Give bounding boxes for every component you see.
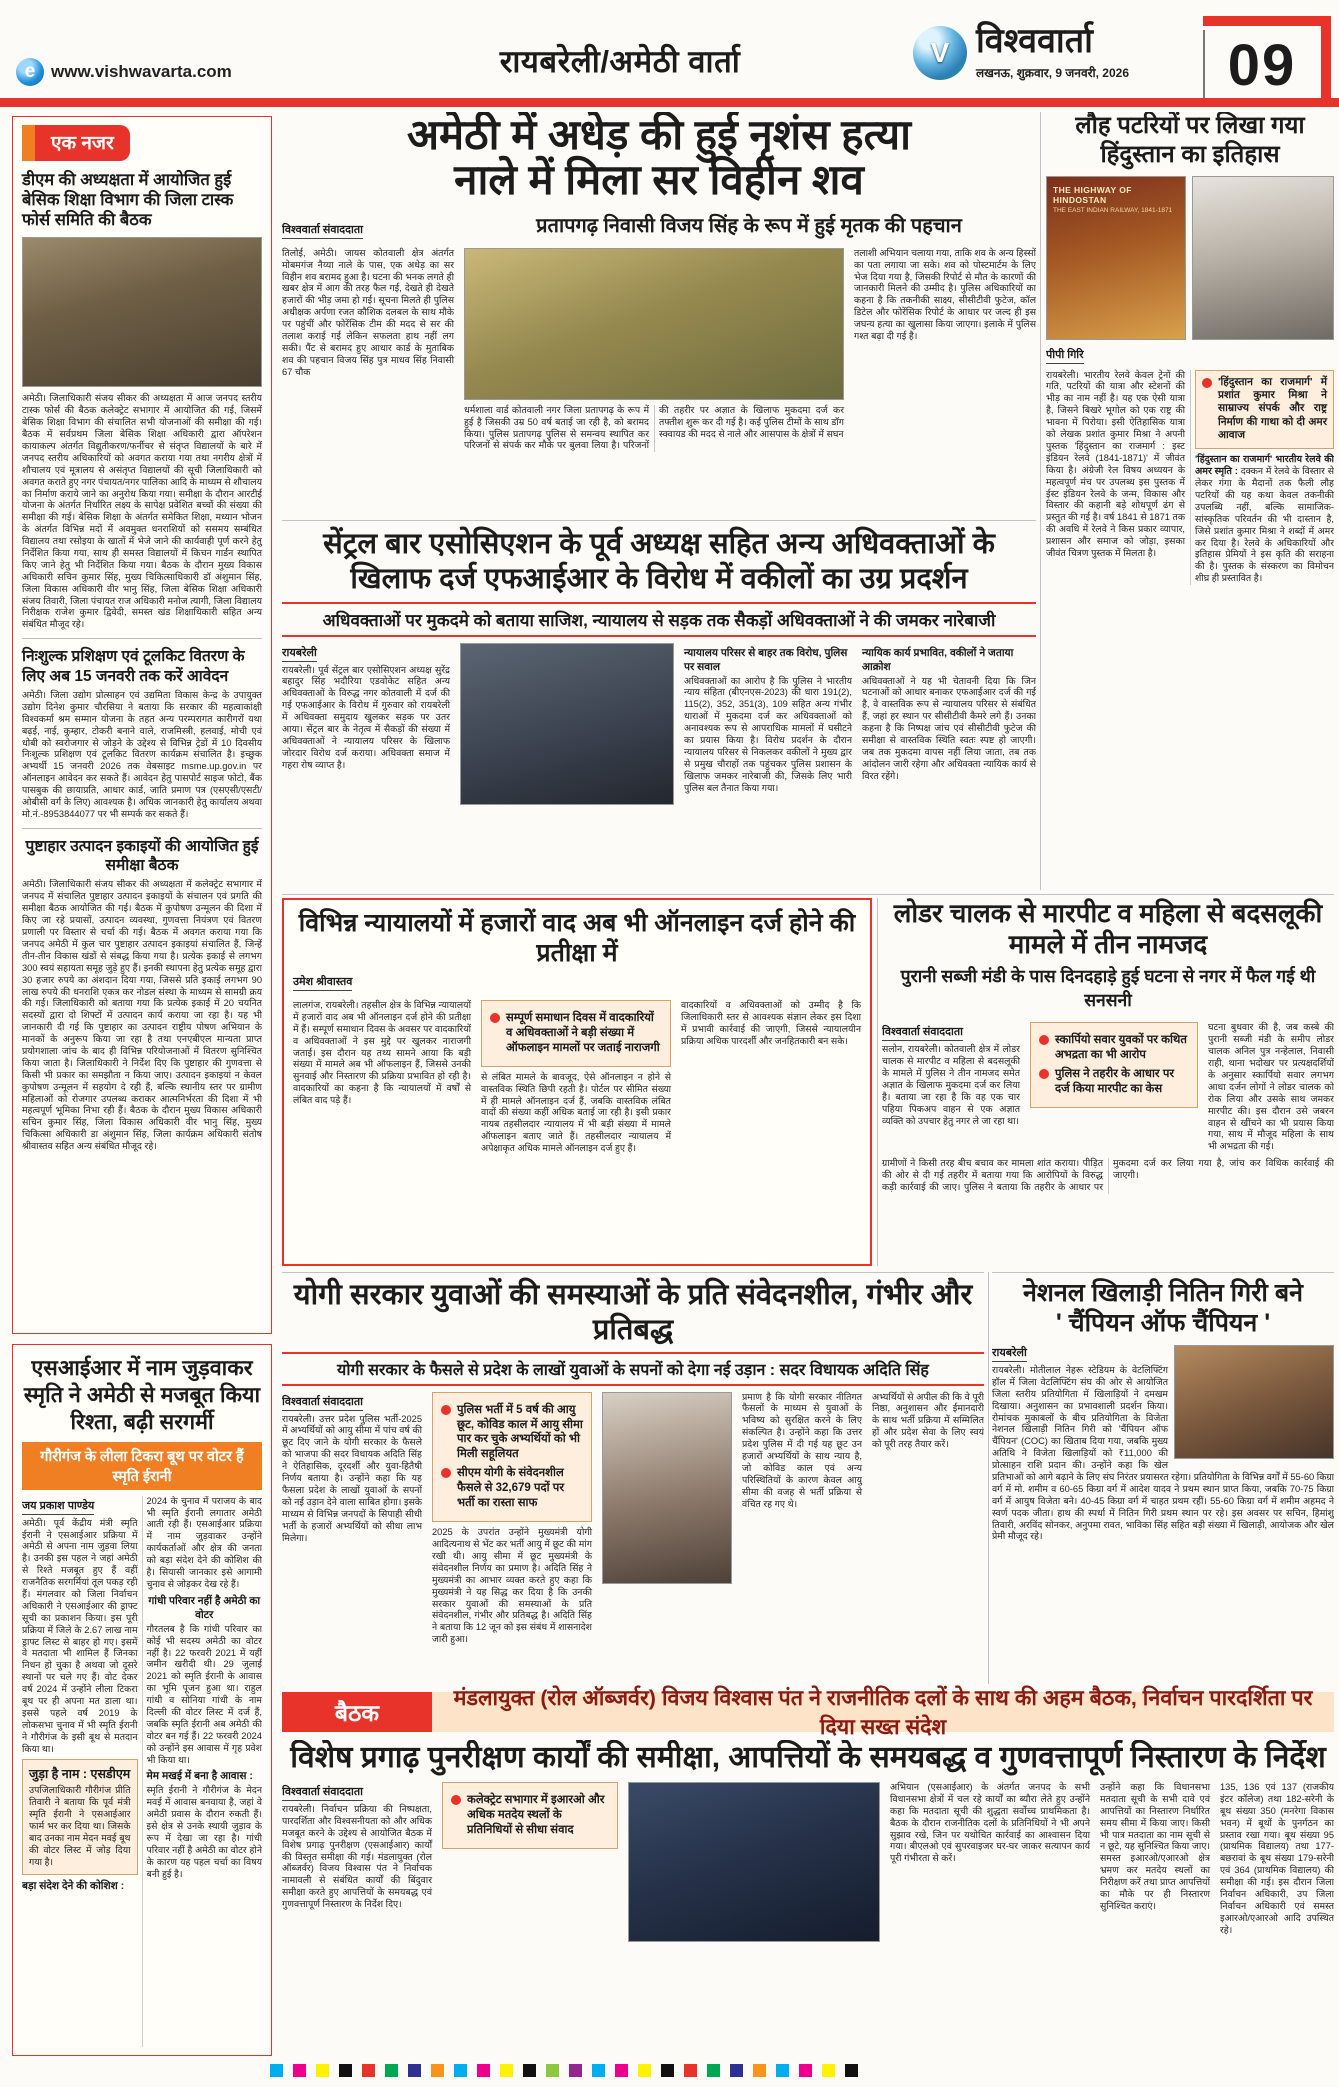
story-body: स्मृति ईरानी ने गौरीगंज के मेदन मवई में आवास बनवाया है, जहां वे अमेठी प्रवास के दौरान रुकती हैं। इसे क्षेत्र से उनके स्थायी जुड़ाव के रूप में देखा जा रहा है। गांधी परिवार नहीं है अमेठी का वोटर होने के कारण यह पहल चर्चा का विषय बनी हुई है। — [146, 1785, 262, 1879]
color-square-icon — [546, 2064, 559, 2077]
story-body: तिलोई, अमेठी। जायस कोतवाली क्षेत्र अंतर्गत मोबमगंज नैय्या नाले के पास, एक अधेड़ का सर विहीन शव बरामद हुआ है। घटना की भनक लगते ही खबर क्षेत्र में आग की तरह फैल गई, देखते ही देखते हजारों की भीड़ जमा हो गई। सूचना मिलते ही पुलिस अधीक्षक अर्पणा रजत कौशिक दलबल के साथ मौके पर पहुंचीं और फोरेंसिक टीम की मदद से सर की तलाश कराई गई लेकिन सफलता हाथ नहीं लग सकी। पैंट से बरामद हुए आधार कार्ड के मुताबिक शव की पहचान विजय सिंह पुत्र माधव सिंह निवासी 67 चौक — [282, 247, 454, 377]
column-divider — [877, 898, 878, 1266]
railway-book-story — [1046, 112, 1334, 890]
accent-bar — [0, 98, 1339, 107]
story-headline: योगी सरकार युवाओं की समस्याओं के प्रति संवेदनशील, गंभीर और प्रतिबद्ध — [293, 1279, 973, 1346]
byline: विश्ववार्ता संवाददाता — [282, 222, 363, 239]
story-headline: हिंदुस्तान का इतिहास — [1100, 140, 1280, 168]
color-square-icon — [615, 2064, 628, 2077]
story-body: अमेठी। जिलाधिकारी संजय सीकर की अध्यक्षता में आज जनपद स्तरीय टास्क फोर्स की बैठक कलेक्ट्रेट सभागार में आयोजित की गई, जिसमें बेसिक शिक्षा विभाग की संचालित सभी योजनाओं की समीक्षा की गई। बैठक में सर्वप्रथम जिला बेसिक शिक्षा अधिकारी द्वारा ऑपरेशन कायाकल्प अंतर्गत विद्युतीकरण/फर्नीचर से संतृप्त विद्यालयों के बारे में जनपद स्तरीय अधिकारियों को अवगत कराया गया तथा नगरीय क्षेत्रों में शौचालय एवं मूत्रालय से असंतृप्त विद्यालयों की सूची जिलाधिकारी को अवगत कराते हुए नगर पंचायत/नगर पालिका आदि के माध्यम से शौचालय का निर्माण कराये जाने का अनुरोध किया गया। समीक्षा के दौरान आरटीई योजना के अंतर्गत निर्धारित लक्ष्य के सापेक्ष प्रवेशित बच्चों की संख्या की समीक्षा की गई। बेसिक शिक्षा के अंतर्गत समेकित शिक्षा, मध्यान भोजन के अंतर्गत विभिन्न मदों में अवमुक्त धनराशियों को ससमय सम्बंधित विद्यालय तथा रसोइया के खातों में भेजे जाने की कार्यवाही पूर्ण करने हेतु निर्देशित किया गया, साथ ही समस्त विद्यालयों में किचन गार्डन स्थापित किए जाने हेतु भी निर्देशित किया गया। बैठक के दौरान मुख्य विकास अधिकारी सचिन कुमार सिंह, मुख्य चिकित्साधिकारी डॉ अंशुमान सिंह, जिला विकास अधिकारी वीर भानु सिंह, जिला बेसिक शिक्षा अधिकारी संजय तिवारी, जिला पंचायत राज अधिकारी मनोज त्यागी, जिला विद्यालय निरीक्षक राजेश कुमार द्विवेदी, समस्त खंड शिक्षाधिकारी सहित अन्य संबंधित मौजूद रहे। — [22, 393, 262, 630]
story-strap: गौरीगंज के लीला टिकरा बूथ पर वोटर हैं स्मृति ईरानी — [22, 1442, 262, 1490]
pull-quote-box — [1195, 370, 1334, 449]
byline: रायबरेली — [282, 645, 317, 662]
bullet-icon — [1202, 378, 1212, 388]
story-subhead: मेम मखई में बना है आवास : — [146, 1770, 253, 1783]
story-body — [1046, 370, 1334, 586]
author-portrait-photo — [1192, 176, 1334, 340]
story-headline: लोडर चालक से मारपीट व महिला से बदसलूकी मामले में तीन नामजद — [893, 898, 1323, 960]
story-body: अमेठी। जिला उद्योग प्रोत्साहन एवं उद्यमिता विकास केन्द्र के उपायुक्त उद्योग दिनेश कुमार चौरसिया ने बताया कि सरकार की महत्वाकांक्षी विश्वकर्मा श्रम सम्मान योजना के तहत अन्य परम्परागत कारीगरों यथा बढ़ई, नाई, कुम्हार, टोकरी बनाने वाले, राजमिस्त्री, हलवाई, मोची एवं धोबी को स्वरोजगार से जोड़ने के उद्देश्य से विभिन्न ट्रेडों में 10 दिवसीय निःशुल्क प्रशिक्षण एवं टूलकिट वितरण कार्यक्रम संचालित है। इच्छुक अभ्यर्थी 15 जनवरी 2026 तक वेबसाइट msme.up.gov.in पर ऑनलाइन आवेदन कर सकते हैं। आवेदन हेतु पासपोर्ट साइज फोटो, बैंक पासबुक की छायाप्रति, आधार कार्ड, जाति प्रमाण पत्र (एसएसी/एसटी/ओबीसी वर्ग के लिए) आवश्यक है। अधिक जानकारी हेतु कार्यालय अथवा मो.नं.-8953844077 पर भी सम्पर्क कर सकते हैं। — [22, 689, 262, 819]
loader-assault-story — [882, 898, 1334, 1266]
color-square-icon — [408, 2064, 421, 2077]
story-body: अधिवक्ताओं का आरोप है कि पुलिस ने भारतीय न्याय संहिता (बीएनएस-2023) की धारा 191(2), 115(2), 352, 351(3), 109 सहित अन्य गंभीर धाराओं में मुकदमा दर्ज कर अधिवक्ताओं को अनावश्यक रूप से आपराधिक मामलों में घसीटने का प्रयास किया है। विरोध प्रदर्शन के दौरान न्यायालय परिसर से निकलकर वकीलों ने मुख्य द्वार से प्रमुख चौराहों तक पहुंचकर पुलिस प्रशासन के खिलाफ जमकर नारेबाजी की, जिसके लिए भारी पुलिस बल तैनात किया गया। — [684, 675, 852, 793]
protest-photo — [460, 643, 674, 805]
book-subtitle: THE EAST INDIAN RAILWAY, 1841-1871 — [1053, 206, 1173, 214]
highlight-text: सीएम योगी के संवेदनशील फैसले से 32,679 पदों पर भर्ती का रास्ता साफ — [457, 1467, 565, 1510]
byline: जय प्रकाश पाण्डेय — [22, 1498, 94, 1515]
ek-nazar-label — [22, 125, 262, 161]
story-body: 135, 136 एवं 137 (राजकीय इंटर कॉलेज) तथा 182-सरेनी के बूथ संख्या 350 (मनरेगा विकास भवन) में बूथों के पुनर्गठन का प्रस्ताव रखा गया। बूथ संख्या 95 (प्राथमिक विद्यालय) तथा 177-बछरावां के बूथ संख्या 179-सरेनी एवं 364 (प्राथमिक विद्यालय) की समीक्षा की गई। इस दौरान जिला निर्वाचन अधिकारी, उप जिला निर्वाचन अधिकारी एवं समस्त इआरओ/एआरओ आदि उपस्थित रहे। — [1220, 1782, 1334, 1935]
online-cases-story — [282, 898, 872, 1266]
color-square-icon — [270, 2064, 283, 2077]
revision-review-story — [282, 1740, 1334, 2056]
story-body: लालगंज, रायबरेली। तहसील क्षेत्र के विभिन्न न्यायालयों में हजारों वाद अब भी ऑनलाइन दर्ज होने की प्रतीक्षा में हैं। सम्पूर्ण समाधान दिवस के अवसर पर वादकारियों व अधिवक्ताओं ने इस मुद्दे पर खुलकर नाराजगी जताई। इस दौरान यह तथ्य सामने आया कि बड़ी संख्या में मामले अब भी ऑफलाइन हैं, जिससे उनकी सुनवाई और निस्तारण की प्रक्रिया प्रभावित हो रही है। वादकारियों का कहना है कि न्यायालयों में वर्षों से लंबित वाद पड़े हैं। — [293, 1000, 471, 1106]
story-body-text: दक्कन में रेलवे के विस्तार से लेकर गंगा के मैदानों तक फैली लौह पटरियों की यह कथा केवल तकनीकी उपलब्धि नहीं, बल्कि सामाजिक-सांस्कृतिक परिवर्तन की भी दास्तान है, जिसे प्रशांत कुमार मिश्रा ने शब्दों में अमर कर दिया है। रेलवे के अधिकारियों और इतिहास प्रेमियों ने इस कृति की सराहना की है। पुस्तक के संस्करण का विमोचन शीघ्र ही प्रस्तावित है। — [1195, 465, 1334, 584]
color-square-icon — [362, 2064, 375, 2077]
color-square-icon — [822, 2064, 835, 2077]
story-body: गौरतलब है कि गांधी परिवार का कोई भी सदस्य अमेठी का वोटर नहीं है। 22 फरवरी 2021 में यहीं जमीन खरीदी थी। 29 जुलाई 2021 को स्मृति ईरानी के आवास का भूमि पूजन हुआ था। राहुल गांधी व सोनिया गांधी के नाम दिल्ली की वोटर लिस्ट में दर्ज हैं, जबकि स्मृति ईरानी अब अमेठी की वोटर बन गई हैं। 22 फरवरी 2024 को उन्होंने इस आवास में गृह प्रवेश भी किया था। — [146, 1623, 262, 1765]
story-subhead: योगी सरकार के फैसले से प्रदेश के लाखों युवाओं के सपनों को देगा नई उड़ान : सदर विधायक अदिति सिंह — [282, 1352, 984, 1386]
byline: रायबरेली — [992, 1345, 1027, 1362]
story-body: अमेठी। पूर्व केंद्रीय मंत्री स्मृति ईरानी ने एसआईआर प्रक्रिया में अमेठी से अपना नाम जुड़वा लिया है। उनकी इस पहल ने जहां अमेठी से रिश्ते मजबूत हुए हैं वहीं राजनैतिक सरगर्मियां तूल पकड़ रही हैं। मंगलवार को जिला निर्वाचन अधिकारी ने एसआईआर की ड्राफ्ट सूची का प्रकाशन किया। इस पूरी प्रक्रिया में जिले के 2.67 लाख नाम ड्राफ्ट लिस्ट से बाहर हो गए। इसमें वे मतदाता भी शामिल हैं जिनका निधन हो चुका है अथवा जो दूसरे स्थानों पर चले गए हैं। वोट देकर वर्ष 2024 में उन्होंने लीला टिकरा बूथ पर ही अपना मत डाला था। इससे पहले वर्ष 2019 के लोकसभा चुनाव में भी स्मृति ईरानी ने गौरीगंज के इसी बूथ से मतदान किया था। — [22, 1517, 138, 1754]
color-square-icon — [799, 2064, 812, 2077]
story-headline: विभिन्न न्यायालयों में हजारों वाद अब भी ऑनलाइन दर्ज होने की प्रतीक्षा में — [298, 909, 856, 967]
band-label: बैठक — [282, 1692, 432, 1732]
murder-story — [282, 112, 1036, 514]
highlight-box — [442, 1782, 618, 1849]
byline: पीपी गिरि — [1046, 347, 1084, 364]
story-body: अभियान (एसआईआर) के अंतर्गत जनपद के सभी विधानसभा क्षेत्रों में चल रहे कार्यों का ब्यौरा लेते हुए उन्होंने कहा कि मतदाता सूची की शुद्धता सर्वोच्च प्राथमिकता है। बैठक के दौरान राजनीतिक दलों के प्रतिनिधियों ने भी अपने सुझाव रखे, जिन पर यथोचित कार्रवाई का आश्वासन दिया गया। बीएलओ एवं सुपरवाइजर घर-घर जाकर सत्यापन कार्य पूरी गंभीरता से करें। — [890, 1782, 1090, 1864]
book-title: THE HIGHWAY OF HINDOSTAN — [1053, 184, 1132, 205]
brand-name: विश्ववार्ता — [975, 22, 1093, 60]
story-body: से लंबित मामले के बावजूद, ऐसे ऑनलाइन न होने से वास्तविक स्थिति छिपी रहती है। पोर्टल पर सीमित संख्या में ही मामले ऑनलाइन दर्ज हैं, जबकि वास्तविक लंबित वादों की संख्या कहीं अधिक बताई जा रही है। इसी प्रकार नायब तहसीलदार न्यायालय में भी बड़ी संख्या में मामले ऑफलाइन बताए जाते हैं। तहसीलदार न्यायालय में अपेक्षाकृत अधिक मामले ऑनलाइन दर्ज हुए हैं। — [481, 1071, 671, 1154]
byline: विश्ववार्ता संवाददाता — [282, 1394, 363, 1411]
story-subhead: 'हिंदुस्तान का राजमार्ग' भारतीय रेलवे की अमर स्मृति : — [1195, 453, 1334, 477]
highlight-box — [481, 1000, 671, 1067]
color-square-icon — [684, 2064, 697, 2077]
label-accent-icon — [22, 125, 35, 161]
story-body: 2024 के चुनाव में पराजय के बाद भी स्मृति ईरानी लगातार अमेठी आती रही हैं। एसआईआर प्रक्रिया में नाम जुड़वाकर उन्होंने कार्यकर्ताओं और क्षेत्र की जनता को बड़ा संदेश देने की कोशिश की है। सियासी जानकार इसे आगामी चुनाव से जोड़कर देख रहे हैं। — [146, 1495, 262, 1589]
info-box-body: उपजिलाधिकारी गौरीगंज प्रीति तिवारी ने बताया कि पूर्व मंत्री स्मृति ईरानी ने एसआईआर फार्म भर कर दिया था। जिसके बाद उनका नाम मेदन मवई बूथ की वोटर लिस्ट में जोड़ दिया गया है। — [29, 1785, 131, 1867]
brand-dateline: लखनऊ, शुक्रवार, 9 जनवरी, 2026 — [975, 66, 1129, 80]
color-square-icon — [638, 2064, 651, 2077]
highlight-text: पुलिस ने तहरीर के आधार पर दर्ज किया मारपीट का केस — [1055, 1068, 1175, 1096]
story-subhead: गांधी परिवार नहीं है अमेठी का वोटर — [148, 1594, 261, 1621]
site-url: www.vishwavarta.com — [51, 62, 232, 81]
story-headline: विशेष प्रगाढ़ पुनरीक्षण कार्यों की समीक्षा, आपत्तियों के समयबद्ध व गुणवत्तापूर्ण निस्तारण के निर्देश — [290, 1741, 1326, 1774]
story-body: उन्होंने कहा कि विधानसभा मतदाता सूची के सभी दावे एवं आपत्तियों का निस्तारण निर्धारित समय सीमा में किया जाए। किसी भी पात्र मतदाता का नाम सूची से न छूटे, यह सुनिश्चित किया जाए। समस्त इआरओ/एआरओ क्षेत्र भ्रमण कर मतदेय स्थलों का निरीक्षण करें तथा प्राप्त आपत्तियों का मौके पर ही निस्तारण सुनिश्चित कराएं। — [1100, 1782, 1210, 1911]
brand-block — [913, 24, 1129, 81]
byline: विश्ववार्ता संवाददाता — [882, 1024, 963, 1041]
story-headline: नाले में मिला सर विहीन शव — [454, 156, 864, 204]
browser-e-icon: e — [16, 58, 44, 86]
divider — [22, 638, 262, 639]
story-subhead: बड़ा संदेश देने की कोशिश : — [22, 1879, 125, 1892]
story-body: सलोन, रायबरेली। कोतवाली क्षेत्र में लोडर चालक से मारपीट व महिला से बदसलूकी के मामले में पुलिस ने तीन नामजद समेत अज्ञात के खिलाफ मुकदमा दर्ज कर लिया है। बताया जा रहा है कि वह एक चार पहिया पिकअप वाहन से एक अज्ञात व्यक्ति को उपचार हेतु नगर ले जा रहा था। — [882, 1044, 1020, 1126]
mla-aditi-singh-photo — [602, 1392, 732, 1584]
review-meeting-photo — [628, 1782, 880, 1942]
story-body-text: रायबरेली। भारतीय रेलवे केवल ट्रेनों की गति, पटरियों की यात्रा और स्टेशनों की भीड़ का नाम नहीं है। यह एक ऐसी यात्रा है, जिसने बिखरे भूगोल को एक राष्ट्र की भावना में पिरोया। इसी ऐतिहासिक यात्रा को लेखक प्रशांत कुमार मिश्रा ने अपनी पुस्तक 'हिंदुस्तान का राजमार्ग : इस्ट इंडियन रेलवे (1841-1871)' में जीवंत किया है। अंग्रेजी रेल विषय अध्ययन के महत्वपूर्ण मंच पर उपलब्ध इस पुस्तक में ईस्ट इंडियन रेलवे के जन्म, विकास और विस्तार की कहानी बड़े शोधपूर्ण ढंग से प्रस्तुत की गई है। वर्ष 1841 से 1871 तक की अवधि में रेलवे ने किस प्रकार व्यापार, प्रशासन और समाज को जोड़ा, इसका जीवंत चित्रण पुस्तक में मिलता है। — [1046, 369, 1185, 558]
bullet-icon — [490, 1013, 500, 1023]
highlight-box — [1030, 1022, 1198, 1108]
story-body: ग्रामीणों ने किसी तरह बीच बचाव कर मामला शांत कराया। पीड़ित की ओर से दी गई तहरीर में बताया गया कि आरोपियों के विरुद्ध कड़ी कार्रवाई की जाए। पुलिस ने बताया कि तहरीर के आधार पर मुकदमा दर्ज कर लिया गया है, जांच कर विधिक कार्रवाई की जाएगी। — [882, 1158, 1334, 1192]
color-square-icon — [569, 2064, 582, 2077]
story-body: अभ्यर्थियों से अपील की कि वे पूरी निष्ठा, अनुशासन और ईमानदारी के साथ भर्ती प्रक्रिया में सम्मिलित हों और प्रदेश सेवा के लिए स्वयं को पूरी तरह तैयार करें। — [872, 1391, 984, 1450]
highlight-text: पुलिस भर्ती में 5 वर्ष की आयु छूट, कोविड काल में आयु सीमा पार कर चुके अभ्यर्थियों को भी मिली सहूलियत — [457, 1403, 583, 1461]
story-headline: डीएम की अध्यक्षता में आयोजित हुई बेसिक शिक्षा विभाग की जिला टास्क फोर्स समिति की बैठक — [22, 171, 234, 230]
sdm-info-box — [22, 1759, 138, 1874]
story-headline: नेशनल खिलाड़ी नितिन गिरी बने — [1022, 1279, 1304, 1307]
highlight-text: स्कार्पियो सवार युवकों पर कथित अभद्रता का भी आरोप — [1055, 1034, 1187, 1062]
story-body: अधिवक्ताओं ने यह भी चेतावनी दिया कि जिन घटनाओं को आधार बनाकर एफआईआर दर्ज की गई है, वे वास्तविक रूप से न्यायालय परिसर से संबंधित हैं, जहां हर स्थान पर सीसीटीवी कैमरे लगे हैं। उनका कहना है कि निष्पक्ष जांच एवं सीसीटीवी फुटेज की समीक्षा से वास्तविक स्थिति स्वतः स्पष्ट हो जाएगी। जब तक मुकदमा वापस नहीं लिया जाता, तब तक आंदोलन जारी रहेगा और अधिवक्ता न्यायिक कार्य से विरत रहेंगे। — [862, 675, 1036, 781]
story-headline: निःशुल्क प्रशिक्षण एवं टूलकिट वितरण के लिए अब 15 जनवरी तक करें आवेदन — [22, 648, 245, 685]
sir-story-box — [12, 1344, 272, 2056]
crime-scene-photo — [464, 248, 844, 400]
highlight-text: सम्पूर्ण समाधान दिवस में वादकारियों व अधिवक्ताओं ने बड़ी संख्या में ऑफलाइन मामलों पर जताई नाराजगी — [506, 1012, 660, 1054]
meeting-band — [282, 1686, 1334, 1739]
info-box-title: जुड़ा है नाम : एसडीएम — [29, 1767, 131, 1782]
color-square-icon — [776, 2064, 789, 2077]
story-subhead: अधिवक्ताओं पर मुकदमे को बताया साजिश, न्यायालय से सड़क तक सैकड़ों अधिवक्ताओं ने की जमकर नारेबाजी — [282, 602, 1036, 637]
story-body: रायबरेली। उत्तर प्रदेश पुलिस भर्ती-2025 में अभ्यर्थियों को आयु सीमा में पांच वर्ष की छूट दिए जाने के योगी सरकार के फैसले को भाजपा की सदर विधायक अदिति सिंह ने ऐतिहासिक, दूरदर्शी और युवा-हितैषी निर्णय बताया है। उन्होंने कहा कि यह फैसला प्रदेश के लाखों युवाओं के सपनों को नई उड़ान देने वाला साबित होगा। इसके माध्यम से विभिन्न जनपदों के सिपाही सीधी भर्ती के हजारों अभ्यर्थियों को सीधा लाभ मिलेगा। — [282, 1413, 422, 1543]
story-headline: ' चैंपियन ऑफ चैंपियन ' — [1055, 1309, 1271, 1337]
color-square-icon — [730, 2064, 743, 2077]
story-subhead: प्रतापगढ़ निवासी विजय सिंह के रूप में हुई मृतक की पहचान — [536, 214, 962, 237]
byline: उमेश श्रीवास्तव — [293, 974, 352, 991]
weightlifting-story — [992, 1272, 1334, 1684]
color-square-icon — [477, 2064, 490, 2077]
story-body: रायबरेली। पूर्व सेंट्रल बार एसोसिएशन अध्यक्ष सुरेंद्र बहादुर सिंह भदौरिया एडवोकेट सहित अन्य अधिवक्ताओं के विरुद्ध नगर कोतवाली में दर्ज की गई एफआईआर के विरोध में गुरुवार को रायबरेली में अधिवक्ता समुदाय खुलकर सड़क पर उतर आया। सेंट्रल बार के नेतृत्व में सैकड़ों की संख्या में अधिवक्ताओं ने न्यायालय परिसर के खिलाफ जोरदार विरोध दर्ज कराया। अधिवक्ता समाज में गहरा रोष व्याप्त है। — [282, 664, 450, 770]
story-body: घटना बुधवार की है, जब कस्बे की पुरानी सब्जी मंडी के समीप लोडर चालक अनिल पुत्र नन्हेलाल, निवासी राही, थाना भदोखर पर प्रत्यक्षदर्शियों के अनुसार स्कार्पियो सवार लगभग आधा दर्जन लोगों ने लोडर चालक को रोक लिया और उसके साथ जमकर मारपीट की। इस दौरान उसे जबरन वाहन से खींचने का भी प्रयास किया गया, साथ में मौजूद महिला के साथ भी अभद्रता की गई। — [1208, 1022, 1334, 1152]
site-url-block — [16, 58, 232, 86]
story-headline: सेंट्रल बार एसोसिएशन के पूर्व अध्यक्ष सहित अन्य अधिवक्ताओं के खिलाफ दर्ज एफआईआर के विरोध में वकीलों का उग्र प्रदर्शन — [323, 528, 995, 595]
pull-quote-text: 'हिंदुस्तान का राजमार्ग' में प्रशांत कुमार मिश्रा ने साम्राज्य संपर्क और राष्ट्र निर्माण की गाथा को दी अमर आवाज — [1218, 375, 1327, 442]
color-square-icon — [454, 2064, 467, 2077]
bullet-icon — [451, 1795, 461, 1805]
color-square-icon — [500, 2064, 513, 2077]
story-headline: पुष्टाहार उत्पादन इकाइयों की आयोजित हुई समीक्षा बैठक — [25, 837, 259, 875]
color-square-icon — [523, 2064, 536, 2077]
story-body: रायबरेली। मोतीलाल नेहरू स्टेडियम के वेटलिफ्टिंग हॉल में जिला वेटलिफ्टिंग संघ की ओर से आयोजित जिला स्तरीय प्रतियोगिता में खिलाड़ियों ने दमखम दिखाया। अनुशासन का प्रभावशाली प्रदर्शन किया। रोमांचक मुकाबलों के बीच प्रतियोगिता के विजेता नेशनल खिलाड़ी नितिन गिरी को 'चैंपियन ऑफ चैंपियन' (COC) का खिताब दिया गया, जबकि मुख्य अतिथि ने विजेता खिलाड़ियों को ₹11,000 की प्रोत्साहन राशि प्रदान की। उन्होंने कहा कि खेल प्रतिभाओं को आगे बढ़ाने के लिए संघ निरंतर प्रयासरत रहेगा। प्रतियोगिता के विभिन्न वर्गों में 55-60 किग्रा वर्ग में मो. शमीम व 60-65 किग्रा वर्ग में आदेश यादव ने प्रथम स्थान प्राप्त किया, जबकि 70-75 किग्रा वर्ग में आयुष विजेता बने। 40-45 किग्रा वर्ग में चाहत प्रथम रहीं। 55-60 किग्रा वर्ग में शमीम अहमद ने स्वर्ण पदक जीता। हाथ की स्पर्धा में नितिन गिरी प्रथम स्थान पर रहे। इस अवसर पर सचिन, हिमांशु तिवारी, अरविंद सोनकर, अनुपमा रावत, भाविका सिंह सहित बड़ी संख्या में खिलाड़ी, आयोजक और खेल प्रेमी मौजूद रहे। — [992, 1365, 1334, 1542]
globe-logo-icon: V — [913, 26, 967, 80]
page-number: 09 — [1227, 32, 1297, 98]
color-square-icon — [293, 2064, 306, 2077]
highlight-box — [432, 1392, 592, 1523]
book-cover-photo — [1046, 176, 1186, 340]
color-square-icon — [845, 2064, 858, 2077]
story-body: धर्मशाला वार्ड कोतवाली नगर जिला प्रतापगढ़ के रूप में हुई है जिसकी उम्र 50 वर्ष बताई जा रही है, को बरामद किया। पुलिस प्रतापगढ़ पुलिस से समन्वय स्थापित कर परिजनों से संपर्क कर मौके पर बुलवा लिया है। परिजनों की तहरीर पर अज्ञात के खिलाफ मुकदमा दर्ज कर तफ्तीश शुरू कर दी गई है। कई पुलिस टीमों के साथ डॉग स्क्वायड की मदद से नाले और आसपास के क्षेत्रों में सघन — [464, 404, 844, 451]
story-subhead: न्यायिक कार्य प्रभावित, वकीलों ने जताया आक्रोश — [862, 646, 1014, 673]
column-divider — [988, 1272, 989, 1684]
divider — [22, 828, 262, 829]
story-body: तलाशी अभियान चलाया गया, ताकि शव के अन्य हिस्सों का पता लगाया जा सके। शव को पोस्टमार्टम के लिए भेज दिया गया है, जिसकी रिपोर्ट से मौत के कारणों की जानकारी मिलने की उम्मीद है। पुलिस अधिकारियों का कहना है कि तकनीकी साक्ष्य, सीसीटीवी फुटेज, कॉल डिटेल और फोरेंसिक रिपोर्ट के आधार पर जल्द ही इस जघन्य हत्या का खुलासा किया जाएगा। इलाके में पुलिस गश्त बढ़ा दी गई है। — [854, 247, 1036, 341]
color-square-icon — [753, 2064, 766, 2077]
bullet-icon — [1039, 1035, 1049, 1045]
color-square-icon — [431, 2064, 444, 2077]
players-group-photo — [1174, 1345, 1334, 1459]
byline: विश्ववार्ता संवाददाता — [282, 1784, 363, 1801]
bullet-icon — [441, 1405, 451, 1415]
color-square-icon — [385, 2064, 398, 2077]
ek-nazar-box — [12, 116, 272, 1334]
meeting-photo — [22, 237, 262, 387]
story-headline: लौह पटरियों पर लिखा गया — [1075, 112, 1305, 139]
section-divider — [882, 894, 1334, 895]
bullet-icon — [441, 1468, 451, 1478]
story-headline: अमेठी में अधेड़ की हुई नृशंस हत्या — [406, 112, 912, 158]
story-body: रायबरेली। निर्वाचन प्रक्रिया की निष्पक्षता, पारदर्शिता और विश्वसनीयता को और अधिक मजबूत करने के उद्देश्य से आयोजित बैठक में विशेष प्रगाढ़ पुनरीक्षण (एसआईआर) कार्यों की विस्तृत समीक्षा की गई। मंडलायुक्त (रोल ऑब्जर्वर) विजय विश्वास पंत ने निर्वाचक नामावली से संबंधित कार्यों की बिंदुवार समीक्षा करते हुए आपत्तियों के समयबद्ध एवं गुणवत्तापूर्ण निस्तारण के निर्देश दिए। — [282, 1804, 432, 1910]
story-body: प्रमाण है कि योगी सरकार नीतिगत फैसलों के माध्यम से युवाओं के भविष्य को सुरक्षित करने के लिए संकल्पित है। उन्होंने कहा कि उत्तर प्रदेश पुलिस में दी गई यह छूट उन हजारों अभ्यर्थियों के साथ न्याय है, जो कोविड काल एवं अन्य परिस्थितियों के कारण केवल आयु सीमा की वजह से भर्ती प्रक्रिया से वंचित रह गए थे। — [742, 1391, 862, 1509]
yogi-govt-story — [282, 1272, 984, 1684]
bullet-icon — [1039, 1069, 1049, 1079]
color-square-icon — [339, 2064, 352, 2077]
bar-protest-story — [282, 520, 1036, 892]
column-divider — [1040, 112, 1041, 890]
story-body: वादकारियों व अधिवक्ताओं को उम्मीद है कि जिलाधिकारी स्तर से आवश्यक संज्ञान लेकर इस दिशा में प्रभावी कार्रवाई की जाएगी, जिससे न्यायालयीन प्रक्रिया अधिक पारदर्शी और जनहितकारी बन सके। — [681, 1000, 861, 1046]
print-color-strip — [270, 2064, 858, 2077]
color-square-icon — [707, 2064, 720, 2077]
page-number-box — [1203, 16, 1331, 104]
color-square-icon — [661, 2064, 674, 2077]
ek-nazar-label-text: एक नजर — [35, 125, 130, 161]
color-square-icon — [316, 2064, 329, 2077]
edition-title: रायबरेली/अमेठी वार्ता — [499, 44, 741, 79]
story-headline: एसआईआर में नाम जुड़वाकर स्मृति ने अमेठी से मजबूत किया रिश्ता, बढ़ी सरगर्मी — [23, 1356, 261, 1434]
story-body: अमेठी। जिलाधिकारी संजय सीकर की अध्यक्षता में कलेक्ट्रेट सभागार में जनपद में संचालित पुष्टाहार उत्पादन इकाइयों के संचालन एवं प्रगति की समीक्षा बैठक आयोजित की गई। बैठक में कुपोषण उन्मूलन की दिशा में किए जा रहे प्रयासों, उत्पादन व्यवस्था, गुणवत्ता नियंत्रण एवं वितरण प्रणाली पर विस्तार से चर्चा की गई। बैठक में अवगत कराया गया कि जनपद अमेठी में कुल चार पुष्टाहार उत्पादन इकाइयां संचालित हैं, जिन्हें तीन-तीन विकास खंडों से संबद्ध किया गया है। प्रत्येक इकाई से लगभग 300 स्वयं सहायता समूह जुड़े हुए हैं। इनकी स्थापना हेतु प्रत्येक समूह द्वारा 30 हजार रुपये का अंशदान दिया गया, जिससे प्रति इकाई लगभग 90 लाख रुपये की धनराशि एकत्र कर नोडल संस्था के माध्यम से सामग्री क्रय की गई। जिलाधिकारी को बताया गया कि प्रत्येक इकाई में 20 चयनित सदस्यों द्वारा दो शिफ्टों में उत्पादन कार्य कराया जा रहा है। यह भी जानकारी दी गई कि पुष्टाहार का उत्पादन राष्ट्रीय पोषण अभियान के मानकों के अनुरूप किया जा रहा है तथा एनएबीएल मान्यता प्राप्त प्रयोगशाला जांच के बाद ही विभिन्न परियोजनाओं में वितरण सुनिश्चित किया जाता है। जिलाधिकारी ने निर्देश दिए कि पुष्टाहार की गुणवत्ता से किसी भी प्रकार का समझौता न किया जाए। उत्पादन इकाइयां न केवल कुपोषण उन्मूलन में सहयोग दे रही हैं, बल्कि स्थानीय स्तर पर ग्रामीण महिलाओं को रोजगार उपलब्ध कराकर आत्मनिर्भरता की दिशा में भी महत्वपूर्ण भूमिका निभा रही हैं। बैठक के दौरान मुख्य विकास अधिकारी सचिन कुमार सिंह, जिला विकास अधिकारी वीर भानु सिंह, मुख्य चिकित्सा अधिकारी डा अंशुमान सिंह, जिला कार्यक्रम अधिकारी संतोष श्रीवास्तव सहित अन्य संबंधित मौजूद रहे। — [22, 879, 262, 1152]
story-subhead: पुरानी सब्जी मंडी के पास दिनदहाड़े हुई घटना से नगर में फैल गई थी सनसनी — [900, 966, 1316, 1011]
highlight-text: कलेक्ट्रेट सभागार में इआरओ और अधिक मतदेय स्थलों के प्रतिनिधियों से सीधा संवाद — [467, 1794, 605, 1836]
color-square-icon — [592, 2064, 605, 2077]
story-body: 2025 के उपरांत उन्होंने मुख्यमंत्री योगी आदित्यनाथ से भेंट कर भर्ती आयु में छूट की मांग रखी थी। आयु सीमा में छूट मुख्यमंत्री के संवेदनशील निर्णय का प्रमाण है। अदिति सिंह ने मुख्यमंत्री का आभार व्यक्त करते हुए कहा कि मुख्यमंत्री ने यह सिद्ध कर दिया है कि उनकी सरकार युवाओं की समस्याओं के प्रति संवेदनशील, गंभीर और प्रतिबद्ध है। अदिति सिंह ने बताया कि 12 जून को इस संबंध में शासनादेश जारी हुआ। — [432, 1527, 592, 1645]
band-headline: मंडलायुक्त (रोल ऑब्जर्वर) विजय विश्वास पंत ने राजनीतिक दलों के साथ की अहम बैठक, निर्वाचन पारदर्शिता पर दिया सख्त संदेश — [432, 1692, 1334, 1732]
story-subhead: न्यायालय परिसर से बाहर तक विरोध, पुलिस पर सवाल — [684, 646, 848, 673]
